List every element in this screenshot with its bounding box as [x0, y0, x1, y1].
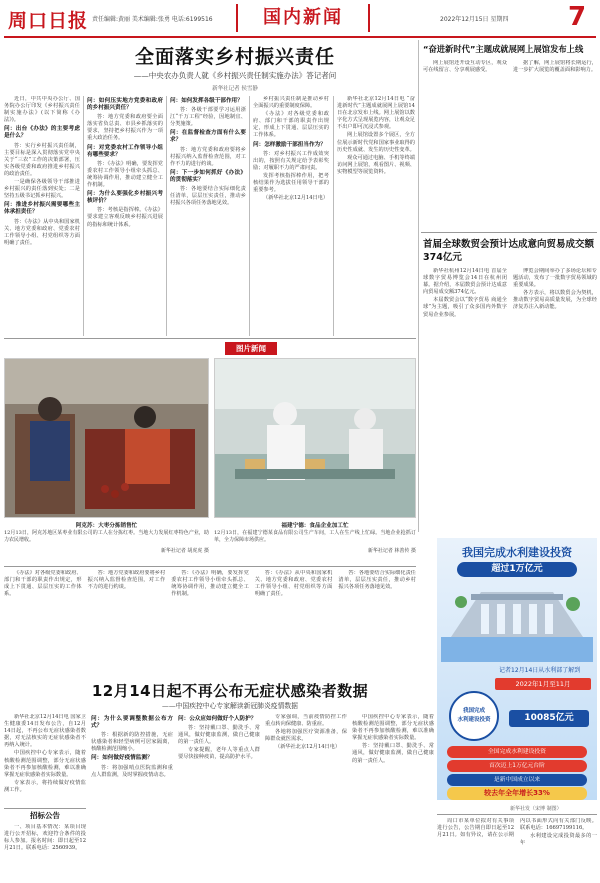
- notice-body: [4, 824, 86, 880]
- notice-title: 招标公告: [30, 811, 60, 820]
- tender-notice: [4, 810, 86, 880]
- lead-subheadline: ——中央农办负责人就《乡村振兴责任制实施办法》答记者问: [133, 71, 337, 80]
- masthead: [0, 0, 600, 40]
- paragraph: 答：各级干部要学习运用浙江“千万工程”经验，因地制宜、分类施策。: [170, 107, 246, 128]
- paragraph: 答：各地要结合实际细化责任清单，层层压实责任，推动乡村振兴各项任务落地见效。: [338, 570, 416, 591]
- question: 问：对党委农村工作领导小组有哪些要求？: [87, 144, 163, 158]
- paragraph: 答：《办法》明确，要发挥党委农村工作领导小组牵头抓总、统筹协调作用，推动建立健全工作机制。: [171, 570, 249, 598]
- trade-expo-body: [423, 268, 597, 530]
- covid-subheadline: ——中国疾控中心专家解读新冠肺炎疫情数据: [162, 702, 298, 710]
- paragraph: 《办法》对各级党委和政府、部门和干部的职责作出规定，形成上下贯通、层层压实的工作体系。: [253, 111, 329, 139]
- paragraph: 一、项目基本情况：某项目现进行公开招标，欢迎符合条件的投标人参加。报名时间：即日起至12月21日。联系电话：2560939。: [4, 824, 86, 852]
- paragraph: 答：根据新的防控措施，无症状感染者和轻型病例可居家隔离，核酸检测范围缩小。: [91, 732, 173, 753]
- page-number: 7: [568, 2, 587, 32]
- photo-food-factory: [214, 358, 416, 518]
- section-rule: [4, 338, 416, 339]
- lead-column-1: [4, 96, 80, 338]
- infographic-title: 我国完成水利建设投资: [462, 546, 572, 559]
- paragraph: 答：对乡村振兴工作成效突出的，按照有关规定给予表彰奖励；对履职不力的严肃问责。: [253, 150, 329, 171]
- lead-column-3: [170, 96, 246, 338]
- question: 问：如何压实地方党委和政府的乡村振兴责任？: [87, 98, 163, 112]
- masthead-rule: [4, 36, 596, 38]
- photo-news-banner: 图片新闻: [225, 342, 277, 355]
- paragraph: 网上展馆还开设互动专区，观众可在线留言、分享观展感受。: [423, 60, 507, 74]
- dateline: （新华社北京12月14日电）: [263, 195, 329, 202]
- covid-column-2: [91, 714, 173, 880]
- infographic-subtitle: 超过1万亿元: [457, 562, 577, 577]
- photo-factory-image: [215, 359, 416, 518]
- column-divider: [249, 96, 250, 336]
- paragraph: 乡村振兴责任制是推动乡村全面振兴的重要制度保障。: [253, 96, 329, 110]
- issue-date: 2022年12月15日 星期四: [440, 16, 509, 23]
- paragraph: 答：《办法》从中央和国家机关、地方党委和政府、党委农村工作领导小组、村党组织等方面明确了责任。: [254, 570, 333, 598]
- paragraph: 新华社杭州12月14日电 首届全球数字贸易博览会14日在杭州闭幕。据介绍，本届数贸会预计达成意向贸易成交额374亿元。: [423, 268, 507, 296]
- paragraph: 答：地方党委和政府要将乡村振兴纳入监督检查范围，对工作不力的进行约谈。: [170, 146, 246, 167]
- section-tab: [236, 4, 370, 32]
- photo-right-caption: 12月13日，在福建宁德某食品有限公司生产车间，工人在生产线上忙碌。当地企业抢抓订单，全力保障市场供应。: [214, 530, 416, 543]
- exhibition-column-1: [337, 96, 415, 338]
- paragraph: 答：坚持戴口罩、勤洗手、常通风，做好健康监测，做自己健康的第一责任人。: [352, 743, 434, 764]
- lead-column-4: [253, 96, 329, 338]
- question: 问：为什么要强化乡村振兴考核评价？: [87, 191, 163, 205]
- paragraph: 答：实行乡村振兴责任制，主要目标是深入贯彻落实党中央关于“三农”工作的决策部署，压实各级党委和政府推进乡村振兴的政治责任。: [4, 142, 80, 177]
- covid-headline: 12月14日起不再公布无症状感染者数据: [91, 682, 369, 700]
- paragraph: 答：地方党委和政府要将乡村振兴纳入监督检查范围，对工作不力的进行约谈。: [87, 570, 166, 591]
- section-rule: [437, 814, 597, 815]
- exhibition-headline: “奋进新时代”主题成就展网上展馆发布上线: [423, 44, 584, 54]
- circle-line-1: 我国完成: [462, 708, 485, 714]
- right-column-divider: [418, 40, 419, 532]
- photo-left-caption: 12月13日，阿克苏地区某枣业有限公司的工人在分拣红枣。当地大力发展红枣特色产业，助力农民增收。: [4, 530, 209, 543]
- editor-info: 责任编辑:黄丽 美术编辑:张勇 电话:6199516: [92, 16, 213, 23]
- growth-percentage: 较去年全年增长33%: [447, 787, 587, 800]
- paragraph: 发挥考核指挥棒作用，把考核结果作为选拔任用领导干部的重要参考。: [253, 172, 329, 194]
- paragraph: 新华社北京12月14日电 国家卫生健康委14日发布公告，自12月14日起，不再公布无症状感染者数据，对无法核实的无症状感染者不再纳入统计。: [4, 714, 86, 749]
- paragraph: 答：各地要结合实际细化责任清单，层层压实责任，推动乡村振兴各项任务落地见效。: [170, 186, 246, 207]
- notice-rule: [4, 808, 86, 809]
- mid-text-block: [4, 570, 416, 674]
- paragraph: 网上展馆设置多个展区，全方位展示新时代党和国家事业取得的历史性成就、发生的历史性变革。: [337, 132, 415, 153]
- section-rule: [421, 232, 597, 233]
- photo-jujube-sorting: [4, 358, 209, 518]
- question: 问：下一步如何抓好《办法》的贯彻落实？: [170, 169, 246, 183]
- infographic-circle: [449, 691, 499, 741]
- photo-left-credit: 新华社记者 胡虎虎 摄: [160, 548, 209, 554]
- paragraph: 各方表示，将以数贸会为契机，推动数字贸易高质量发展，为全球经济复苏注入新动能。: [513, 290, 597, 311]
- question: 问：如何做好疫情监测？: [91, 755, 153, 762]
- paragraph: 答：《办法》从中央和国家机关、地方党委和政府、党委农村工作领导小组、村党组织等方面明确了责任。: [4, 218, 80, 246]
- section-title: 国内新闻: [263, 7, 343, 28]
- paragraph: 专家表示，将持续做好疫情监测工作。: [4, 779, 86, 793]
- photo-right-credit: 新华社记者 林善传 摄: [367, 548, 416, 554]
- paragraph: 一是确保各级领导干部推进乡村振兴的责任落到实处；二是坚持五级书记抓乡村振兴。: [4, 179, 80, 200]
- photo-left-title: 阿克苏：大枣分拣销售忙: [75, 523, 138, 529]
- covid-column-3: [178, 714, 260, 880]
- paragraph: 中国疾控中心专家表示，随着核酸检测范围调整，部分无症状感染者不再参加核酸检测，难以准确掌握无症状感染者实际数量。: [352, 714, 434, 742]
- lead-byline: 新华社记者 侯雪静: [212, 86, 258, 92]
- column-divider: [333, 96, 334, 336]
- trade-expo-headline: 首届全球数贸会预计达成意向贸易成交额374亿元: [423, 239, 595, 263]
- paragraph: 水利建设完成投资最多的一年: [520, 833, 597, 847]
- covid-column-1: [4, 714, 86, 806]
- column-divider: [166, 96, 167, 336]
- covid-column-4: [265, 714, 347, 880]
- question: 问：出台《办法》的主要考虑是什么？: [4, 126, 80, 140]
- infographic-credit: 新华社发（宋博 制图）: [510, 806, 562, 812]
- infographic-date: 2022年1月至11月: [495, 678, 591, 690]
- paragraph: 专家强调，当前疫情防控工作重点转向保健康、防重症。: [265, 714, 347, 728]
- paragraph: 答：坚持戴口罩、勤洗手、常通风，做好健康监测，做自己健康的第一责任人。: [178, 725, 260, 746]
- infographic-note: 记者12月14日从水利部了解到: [499, 667, 581, 674]
- question: 问：公众应如何做好个人防护？: [178, 716, 257, 722]
- paragraph: 答：地方党委和政府要全面落实省负总责、市县乡抓落实的要求，坚持把乡村振兴作为一项重大政治任务。: [87, 114, 163, 142]
- paragraph: 据了解，网上展馆将长期运行，进一步扩大展览的覆盖面和影响力。: [513, 60, 597, 74]
- section-rule: [4, 566, 416, 567]
- question: 问：在监督检查方面有什么要求？: [170, 130, 246, 144]
- paragraph: 近日，中共中央办公厅、国务院办公厅印发《乡村振兴责任制实施办法》(以下简称《办法》)。: [4, 96, 80, 124]
- fact-pill-2: 首次迈上1万亿元台阶: [447, 760, 587, 772]
- question: 问：为什么要调整数据公布方式？: [91, 716, 173, 730]
- paragraph: 《办法》对各级党委和政府、部门和干部的职责作出规定，形成上下贯通、层层压实的工作体系。: [4, 570, 82, 598]
- question: 问：怎样激励干部担当作为？: [253, 141, 326, 148]
- column-divider: [83, 96, 84, 336]
- lead-column-2: [87, 96, 163, 338]
- paragraph: 博览会期间举办了多场论坛和专题活动，发布了一批数字贸易领域的重要成果。: [513, 268, 597, 289]
- fact-pill-3: 是新中国成立以来: [447, 774, 587, 786]
- paragraph: 答：《办法》明确，要发挥党委农村工作领导小组牵头抓总、统筹协调作用，推动建立健全工作机制。: [87, 160, 163, 189]
- bottom-right-notice: [437, 818, 597, 880]
- newspaper-logo: 周口日报: [8, 10, 89, 32]
- investment-amount: 10085亿元: [509, 710, 589, 727]
- covid-column-5: [352, 714, 434, 880]
- paragraph: 答：考核是指挥棒。《办法》要求建立客观反映乡村振兴进展的指标和统计体系。: [87, 207, 163, 228]
- question: 问：如何发挥各级干部作用？: [170, 98, 243, 104]
- dateline: （新华社北京12月14日电）: [275, 744, 341, 751]
- paragraph: 各地将加强医疗资源准备，保障群众就医需求。: [265, 729, 347, 743]
- paragraph: 观众可通过电脑、手机等终端访问网上展馆，观看图片、视频、实物模型等展览资料。: [337, 154, 415, 175]
- lead-headline: 全面落实乡村振兴责任: [134, 46, 335, 68]
- exhibition-column-2: [423, 60, 597, 230]
- photo-jujube-image: [5, 359, 209, 518]
- paragraph: 新华社北京12月14日电 “奋进新时代”主题成就展网上展馆14日在北京发布上线。网上展馆以数字化方式呈现展览内容，让观众足不出户即可沉浸式参观。: [337, 96, 415, 131]
- photo-right-title: 福建宁德：食品企业加工忙: [281, 523, 349, 529]
- fact-pill-1: 全国完成水利建设投资: [447, 746, 587, 758]
- paragraph: 中国疾控中心专家表示，随着核酸检测范围调整，部分无症状感染者不再参加核酸检测，难以准确掌握无症状感染者实际数量。: [4, 750, 86, 778]
- dam-illustration: [441, 582, 593, 662]
- paragraph: 本届数贸会以“数字贸易 商通全球”为主题，吸引了众多国内外数字贸易企业参展。: [423, 297, 507, 318]
- paragraph: 专家提醒，老年人等重点人群要尽快接种疫苗，提高防护水平。: [178, 747, 260, 761]
- paragraph: 答：将加强哨点医院监测和重点人群监测，及时掌握疫情动态。: [91, 764, 173, 778]
- water-investment-infographic: [437, 538, 597, 800]
- question: 问：推进乡村振兴需要哪些主体承担责任？: [4, 202, 80, 216]
- circle-line-2: 水利建设投资: [457, 717, 491, 723]
- paragraph: 周口市某单位拟对有关事项进行公告，公告期自即日起至12月21日。如有异议，请在公示期内以书面形式向有关部门反映。联系电话：16697199116。: [437, 818, 597, 839]
